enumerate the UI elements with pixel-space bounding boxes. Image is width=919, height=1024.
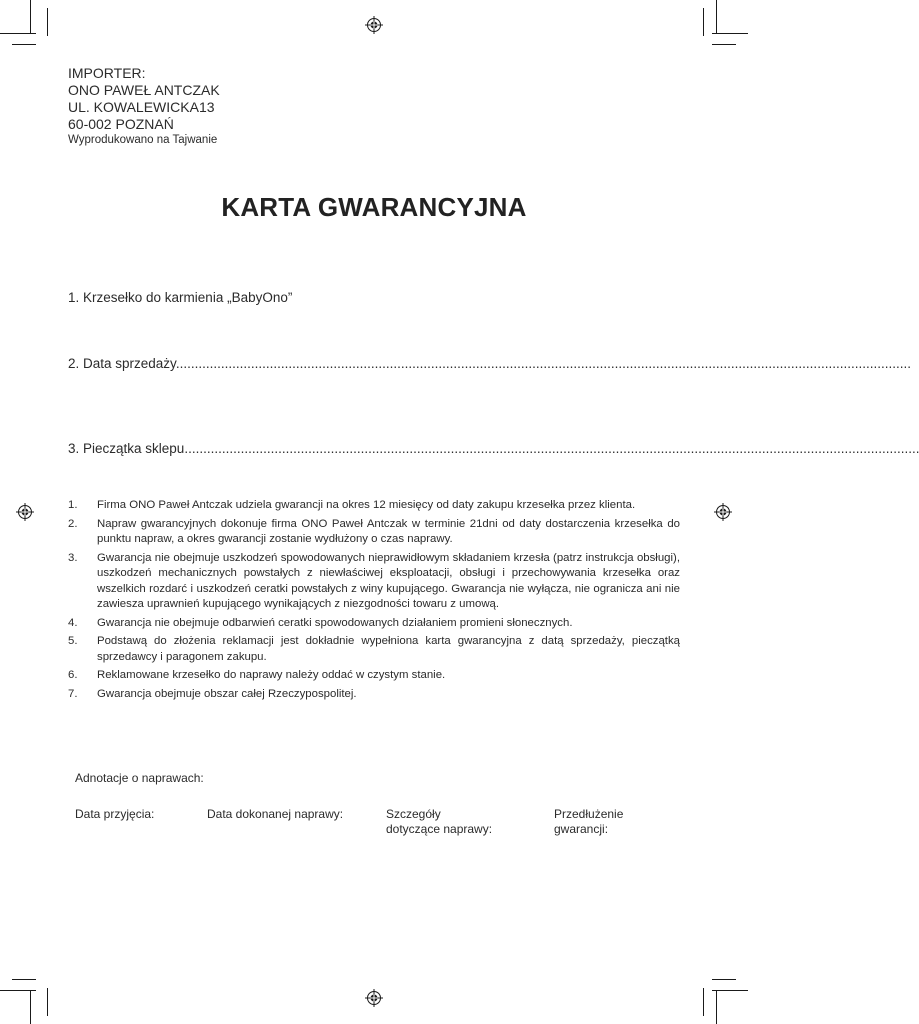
crop-mark (30, 990, 31, 1024)
list-item: 6. Reklamowane krzesełko do naprawy należy oddać w czystym stanie. (68, 669, 446, 681)
crop-mark (12, 979, 36, 980)
shop-stamp-label: 3. Pieczątka sklepu (68, 441, 185, 456)
importer-block (68, 65, 220, 147)
col-repair-details: Szczegóły dotyczące naprawy: (386, 807, 493, 836)
crop-mark (0, 33, 36, 34)
registration-mark-icon (16, 503, 34, 521)
registration-mark-icon (365, 989, 383, 1007)
crop-mark (703, 988, 704, 1016)
crop-mark (712, 44, 736, 45)
crop-mark (703, 8, 704, 36)
registration-mark-icon (365, 16, 383, 34)
repairs-heading: Adnotacje o naprawach: (75, 771, 204, 785)
crop-mark (712, 979, 736, 980)
importer-line: ONO PAWEŁ ANTCZAK (68, 82, 220, 98)
crop-mark (47, 988, 48, 1016)
crop-mark (716, 0, 717, 34)
list-item: 1. Firma ONO Paweł Antczak udziela gwarancji na okres 12 miesięcy od daty zakupu krzesełka przez klienta. (68, 499, 636, 511)
product-field (68, 290, 680, 305)
product-label: 1. Krzesełko do karmienia „BabyOno” (68, 290, 293, 305)
col-warranty-extension: Przedłużenie gwarancji: (554, 807, 624, 836)
fill-in-dots: .................................................................................................................................................................................................... (184, 441, 919, 456)
list-item: 3. Gwarancja nie obejmuje uszkodzeń spowodowanych nieprawidłowym składaniem krzesła (patrz instrukcja obsługi), uszkodzeń mechanicznych powstałych z niewłaściwej eksploatacji, obsługi i przechowywania krzesełka oraz wszelkich rozdarć i uszkodzeń ceratki powstałych z winy kupującego. Gwarancja nie wyłącza, nie ogranicza ani nie zawiesza uprawnień kupującego wynikających z niezgodności towaru z umową. (68, 551, 680, 610)
importer-line: IMPORTER: (68, 65, 146, 81)
registration-mark-icon (714, 503, 732, 521)
origin-note: Wyprodukowano na Tajwanie (68, 134, 218, 146)
fill-in-dots: .................................................................................................................................................................................................... (175, 356, 911, 371)
crop-mark (716, 990, 717, 1024)
list-item: 2. Napraw gwarancyjnych dokonuje firma ONO Paweł Antczak w terminie 21dni od daty dostarczenia krzesełka do punktu napraw, a okres gwarancji zostanie wydłużony o czas naprawy. (68, 517, 680, 545)
list-item: 5. Podstawą do złożenia reklamacji jest dokładnie wypełniona karta gwarancyjna z datą sprzedaży, pieczątką sprzedawcy i paragonem zakupu. (68, 635, 680, 663)
crop-mark (0, 990, 36, 991)
warranty-terms (68, 498, 680, 705)
list-item: 4. Gwarancja nie obejmuje odbarwień ceratki spowodowanych działaniem promieni słonecznych. (68, 616, 573, 629)
page-title: KARTA GWARANCYJNA (221, 192, 527, 222)
sale-date-label: 2. Data sprzedaży (68, 356, 176, 371)
sale-date-field (68, 356, 911, 371)
crop-mark (30, 0, 31, 34)
crop-mark (712, 33, 748, 34)
importer-line: UL. KOWALEWICKA13 (68, 99, 215, 115)
crop-mark (712, 990, 748, 991)
col-repair-date: Data dokonanej naprawy: (207, 807, 344, 821)
list-item: 7. Gwarancja obejmuje obszar całej Rzeczypospolitej. (68, 687, 357, 700)
crop-mark (12, 44, 36, 45)
col-received-date: Data przyjęcia: (75, 807, 155, 821)
importer-line: 60-002 POZNAŃ (68, 116, 174, 132)
crop-mark (47, 8, 48, 36)
shop-stamp-field (68, 441, 919, 456)
